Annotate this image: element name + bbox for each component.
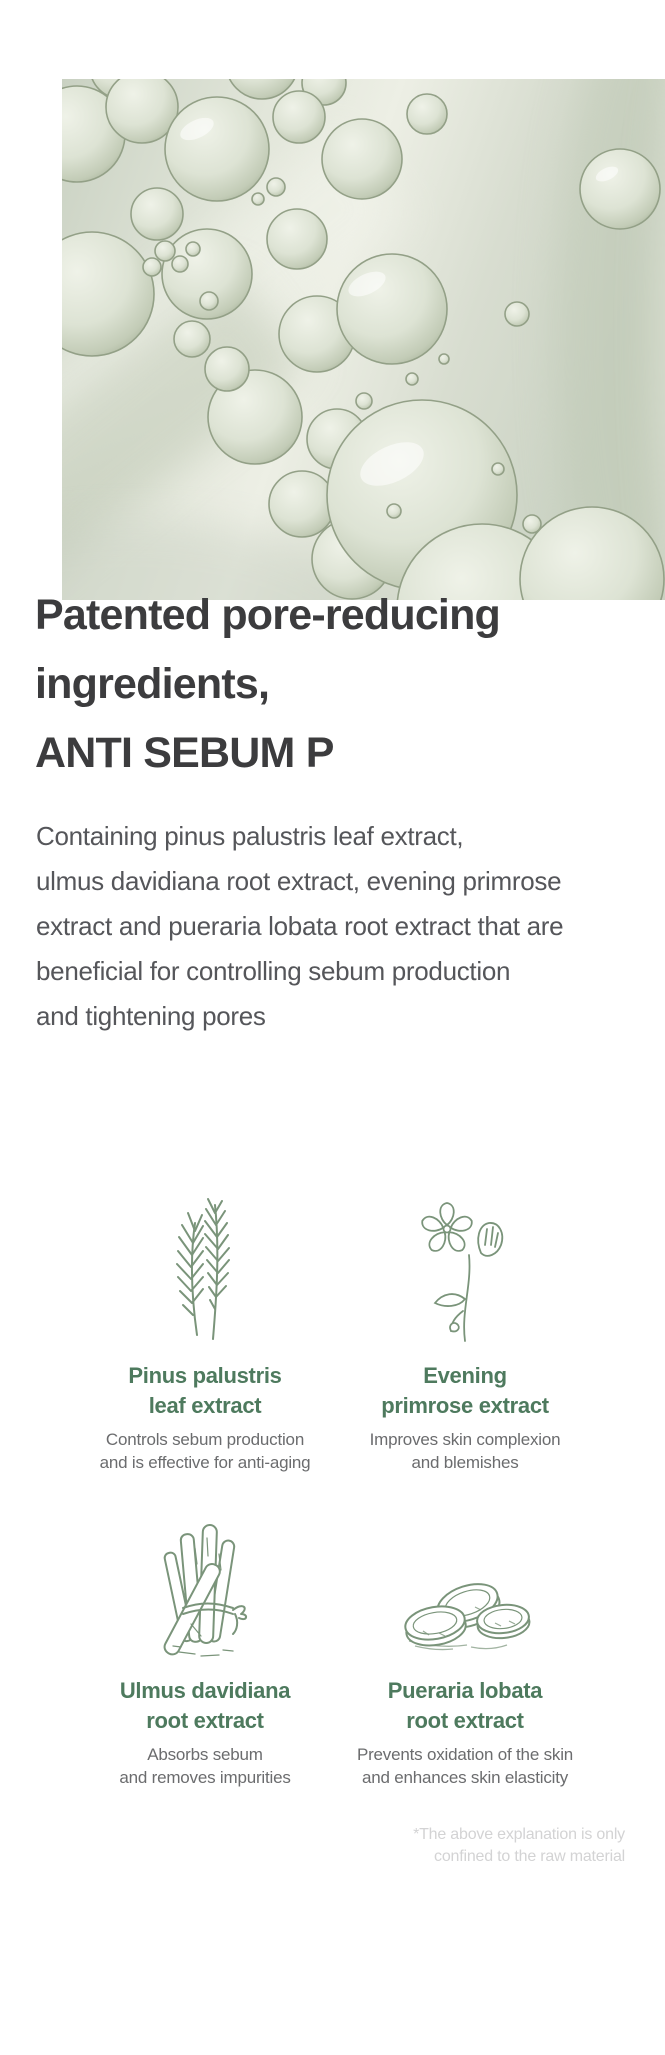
intro-line: and tightening pores xyxy=(36,1001,266,1031)
ingredient-description xyxy=(70,1428,340,1474)
root-slices-icon xyxy=(330,1520,600,1660)
ingredient-title-line: leaf extract xyxy=(148,1393,262,1418)
ingredient-card-ulmus-davidiana xyxy=(70,1520,340,1789)
intro-paragraph xyxy=(36,814,563,1039)
ingredient-desc-line: and is effective for anti-aging xyxy=(99,1453,311,1472)
footnote-line: confined to the raw material xyxy=(434,1848,625,1865)
hero-image xyxy=(62,79,665,600)
ingredient-title xyxy=(330,1361,600,1421)
ingredient-title-line: primrose extract xyxy=(381,1393,549,1418)
ingredient-card-pinus-palustris xyxy=(70,1190,340,1474)
intro-line: Containing pinus palustris leaf extract, xyxy=(36,821,464,851)
intro-line: ulmus davidiana root extract, evening primrose xyxy=(36,866,562,896)
ingredient-card-evening-primrose xyxy=(330,1190,600,1474)
intro-line: beneficial for controlling sebum production xyxy=(36,956,511,986)
ingredient-desc-line: and blemishes xyxy=(411,1453,519,1472)
ingredient-title xyxy=(70,1361,340,1421)
ingredient-desc-line: Improves skin complexion xyxy=(369,1430,561,1449)
footnote-line: *The above explanation is only xyxy=(413,1826,625,1843)
ingredient-title-line: root extract xyxy=(406,1708,524,1733)
ingredient-desc-line: and removes impurities xyxy=(119,1768,291,1787)
ingredient-description xyxy=(330,1428,600,1474)
headline-line-1: Patented pore-reducing xyxy=(35,591,501,639)
ingredient-title xyxy=(70,1676,340,1736)
intro-line: extract and pueraria lobata root extract that are xyxy=(36,911,564,941)
section-headline xyxy=(35,581,500,788)
ingredient-desc-line: Prevents oxidation of the skin xyxy=(356,1745,574,1764)
ingredient-title-line: root extract xyxy=(146,1708,264,1733)
ingredient-desc-line: Controls sebum production xyxy=(105,1430,305,1449)
headline-line-2: ingredients, xyxy=(35,660,270,708)
ingredient-card-pueraria-lobata xyxy=(330,1520,600,1789)
ingredient-description xyxy=(330,1743,600,1789)
ingredient-title-line: Ulmus davidiana xyxy=(119,1678,291,1703)
ingredient-desc-line: Absorbs sebum xyxy=(147,1745,263,1764)
footnote xyxy=(413,1824,625,1868)
headline-line-3: ANTI SEBUM P xyxy=(35,729,334,777)
ingredient-desc-line: and enhances skin elasticity xyxy=(361,1768,569,1787)
ingredient-title-line: Evening xyxy=(423,1363,507,1388)
ingredient-description xyxy=(70,1743,340,1789)
ingredient-title-line: Pinus palustris xyxy=(128,1363,282,1388)
ingredient-title-line: Pueraria lobata xyxy=(387,1678,543,1703)
primrose-flower-icon xyxy=(330,1190,600,1345)
ingredient-title xyxy=(330,1676,600,1736)
oil-bubbles-photo xyxy=(62,79,665,600)
pine-needles-icon xyxy=(70,1190,340,1345)
root-bundle-icon xyxy=(70,1520,340,1660)
